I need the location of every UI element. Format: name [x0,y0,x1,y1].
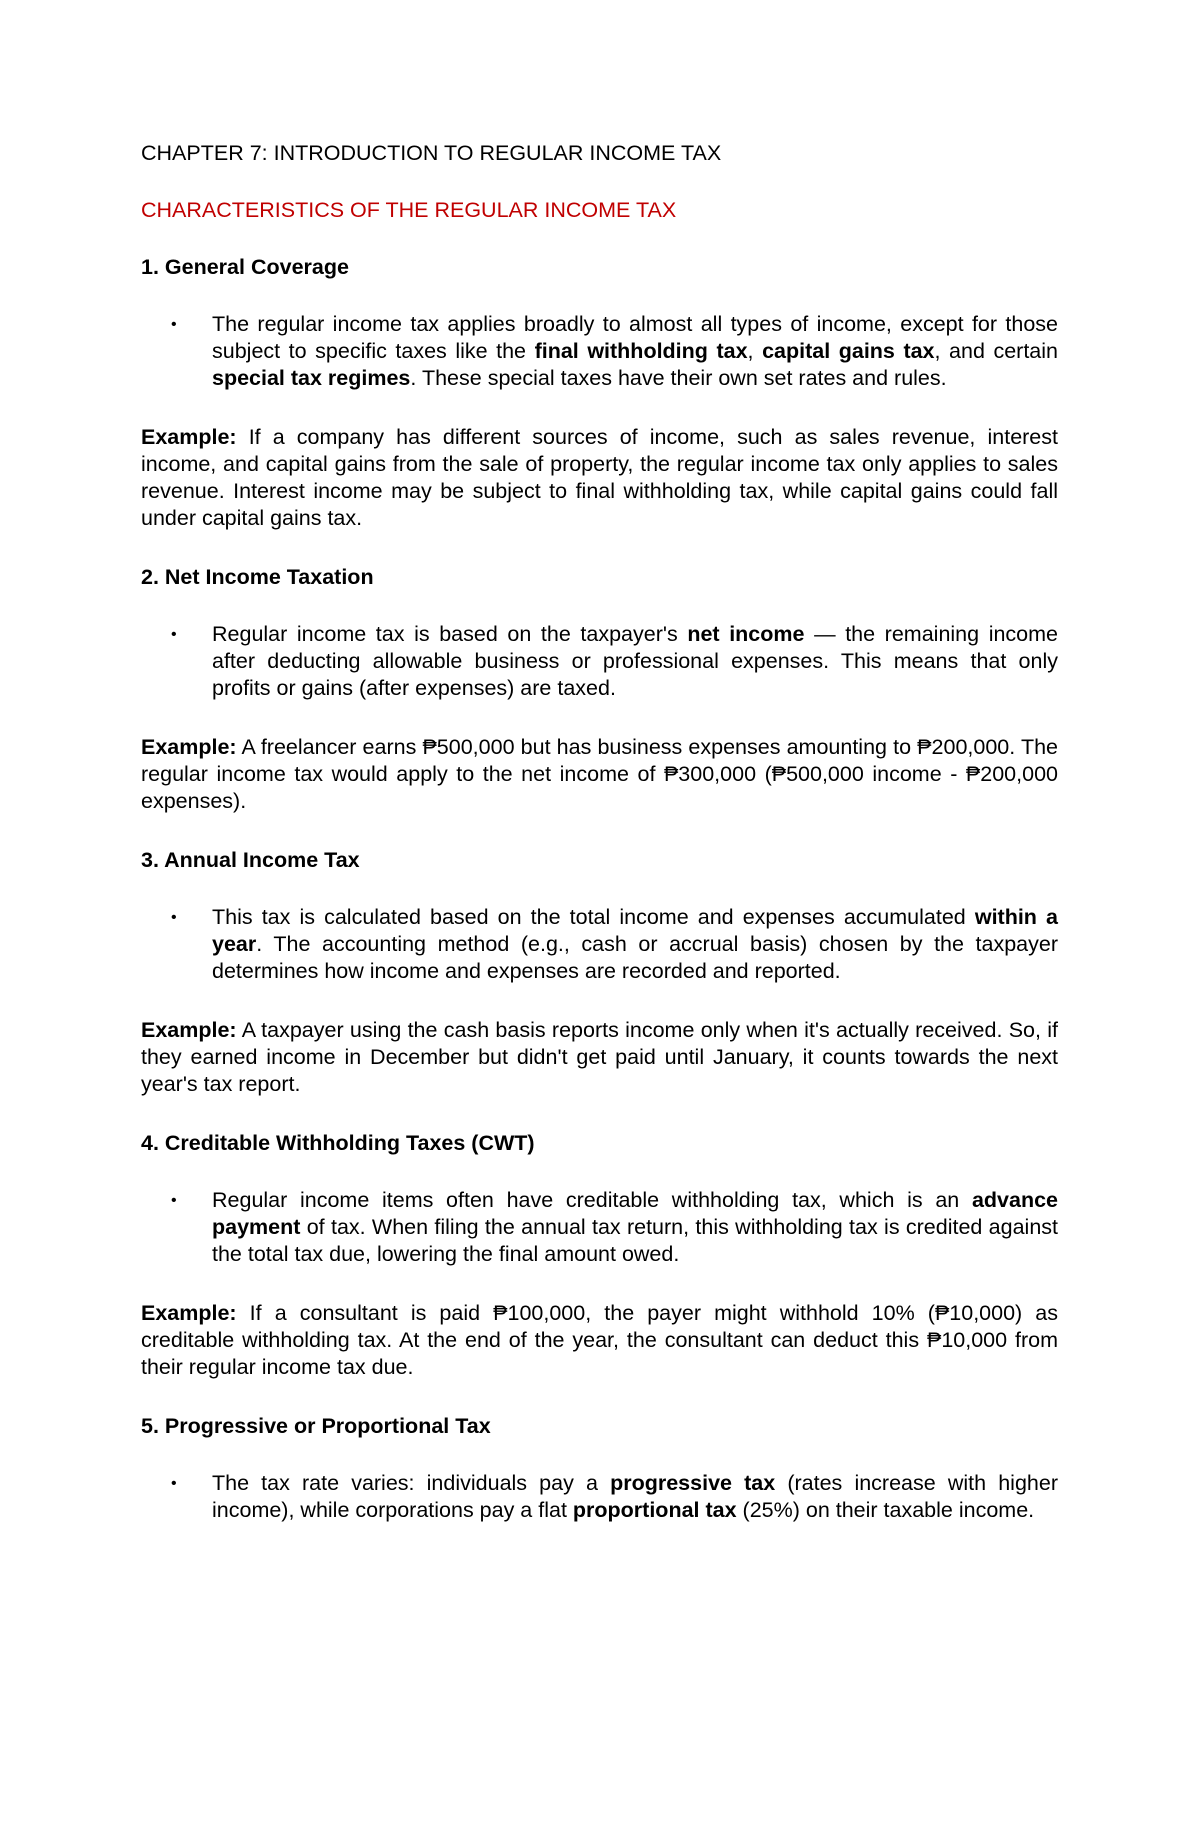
bullet-dot: • [171,1192,177,1209]
bullet-progressive-or-proportional-tax [141,1470,1058,1524]
document-page [141,140,1058,1556]
bullet-text: , [747,339,763,363]
term-net-income: net income [687,622,805,646]
bullet-list [141,904,1058,985]
term-advance-payment: advance payment [212,1188,1058,1239]
term-within-a-year: within a year [212,905,1058,956]
example-label: Example: [141,425,237,449]
bullet-text: The regular income tax applies broadly to almost all types of income, except for those subject to specific taxes like the [212,312,1058,363]
term-special-tax-regimes: special tax regimes [212,366,411,390]
chapter-title: CHAPTER 7: INTRODUCTION TO REGULAR INCOME TAX [141,141,722,165]
example-text: A taxpayer using the cash basis reports income only when it's actually received. So, if they earned income in December but didn't get paid until January, it counts towards the next year's tax report. [141,1018,1058,1096]
example-label: Example: [141,1301,237,1325]
example-net-income-taxation [141,734,1058,815]
term-final-withholding-tax: final withholding tax [534,339,748,363]
heading-net-income-taxation: 2. Net Income Taxation [141,565,374,589]
bullet-text: . The accounting method (e.g., cash or accrual basis) chosen by the taxpayer determines how income and expenses are recorded and reported. [212,932,1058,983]
bullet-text: , and certain [934,339,1058,363]
bullet-list [141,311,1058,392]
example-creditable-withholding-taxes [141,1300,1058,1381]
heading-annual-income-tax: 3. Annual Income Tax [141,848,360,872]
heading-creditable-withholding-taxes: 4. Creditable Withholding Taxes (CWT) [141,1131,535,1155]
example-label: Example: [141,1018,237,1042]
bullet-dot: • [171,1475,177,1492]
term-capital-gains-tax: capital gains tax [762,339,935,363]
section-title: CHARACTERISTICS OF THE REGULAR INCOME TAX [141,198,677,222]
heading-progressive-or-proportional-tax: 5. Progressive or Proportional Tax [141,1414,491,1438]
bullet-text: — the remaining income after deducting allowable business or professional expenses. This means that only profits or gains (after expenses) are taxed. [212,622,1059,700]
bullet-creditable-withholding-taxes [141,1187,1058,1268]
example-text: If a consultant is paid ₱100,000, the payer might withhold 10% (₱10,000) as creditable withholding tax. At the end of the year, the consultant can deduct this ₱10,000 from their regular income tax due. [141,1301,1058,1379]
bullet-general-coverage [141,311,1058,392]
example-text: A freelancer earns ₱500,000 but has business expenses amounting to ₱200,000. The regular income tax would apply to the net income of ₱300,000 (₱500,000 income - ₱200,000 expenses). [141,735,1058,813]
bullet-text: Regular income tax is based on the taxpayer's [212,622,688,646]
bullet-dot: • [171,626,177,643]
bullet-net-income-taxation [141,621,1058,702]
bullet-list [141,1187,1058,1268]
heading-general-coverage: 1. General Coverage [141,255,349,279]
bullet-text: This tax is calculated based on the total income and expenses accumulated [212,905,975,929]
term-progressive-tax: progressive tax [610,1471,776,1495]
example-text: If a company has different sources of income, such as sales revenue, interest income, and capital gains from the sale of property, the regular income tax only applies to sales revenue. Interest income may be subject to final withholding tax, while capital gains could fall under capital gains tax. [141,425,1058,530]
example-annual-income-tax [141,1017,1058,1098]
bullet-dot: • [171,909,177,926]
bullet-list [141,1470,1058,1524]
example-general-coverage [141,424,1058,532]
bullet-text: of tax. When filing the annual tax return, this withholding tax is credited against the total tax due, lowering the final amount owed. [212,1215,1058,1266]
bullet-text: (25%) on their taxable income. [736,1498,1035,1522]
bullet-annual-income-tax [141,904,1058,985]
example-label: Example: [141,735,237,759]
bullet-text: The tax rate varies: individuals pay a [212,1471,611,1495]
bullet-dot: • [171,316,177,333]
bullet-text: Regular income items often have creditable withholding tax, which is an [212,1188,972,1212]
bullet-text: (rates increase with higher income), while corporations pay a flat [212,1471,1058,1522]
bullet-list [141,621,1058,702]
bullet-text: . These special taxes have their own set rates and rules. [410,366,947,390]
term-proportional-tax: proportional tax [572,1498,737,1522]
